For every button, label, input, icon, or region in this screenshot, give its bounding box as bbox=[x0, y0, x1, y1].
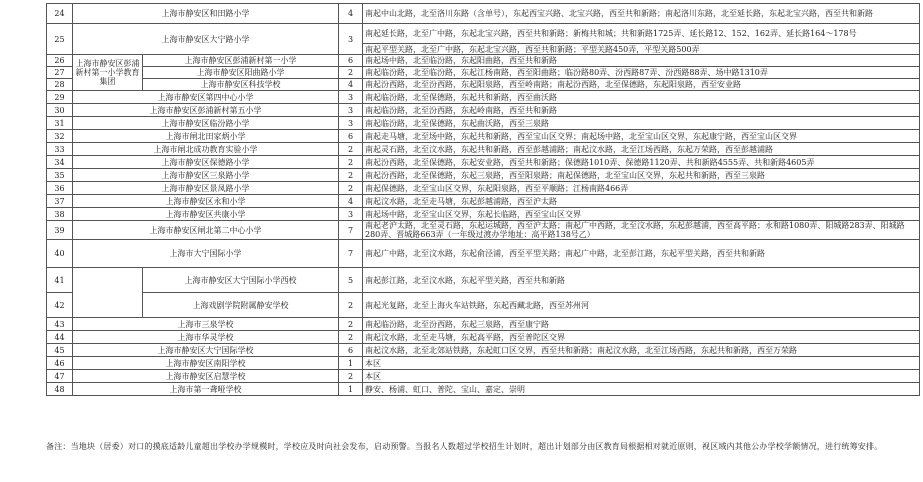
class-count: 2 bbox=[339, 169, 363, 182]
table-row bbox=[47, 130, 920, 143]
row-index: 27 bbox=[47, 67, 73, 79]
education-group-name: 上海市静安区彭浦新村第一小学教育集团 bbox=[73, 55, 143, 91]
table-row bbox=[47, 357, 920, 370]
table-row bbox=[47, 293, 920, 318]
row-index: 47 bbox=[47, 370, 73, 383]
table-row bbox=[47, 383, 920, 396]
school-name: 上海市静安区共康小学 bbox=[73, 208, 339, 221]
zone-description: 南起汾西路，北至保德路，东起安业路，西至共和新路；保德路1010弄、保德路1120弄、共和新路4555弄、共和新路4605弄 bbox=[363, 156, 920, 169]
table-row bbox=[47, 169, 920, 182]
row-index: 26 bbox=[47, 55, 73, 67]
table-row bbox=[47, 67, 920, 79]
class-count: 4 bbox=[339, 195, 363, 208]
class-count: 2 bbox=[339, 67, 363, 79]
class-count: 7 bbox=[339, 221, 363, 240]
school-name: 上海市静安区临汾路小学 bbox=[73, 117, 339, 130]
zone-description: 静安、杨浦、虹口、普陀、宝山、嘉定、崇明 bbox=[363, 383, 920, 396]
class-count: 2 bbox=[339, 156, 363, 169]
row-index: 44 bbox=[47, 331, 73, 344]
zone-description: 南起广中路，北至汶水路，东起俞泾浦，西至平型关路；南起广中路，北至彭江路，东起平型关路，西至共和新路 bbox=[363, 240, 920, 268]
table-row bbox=[47, 195, 920, 208]
school-name: 上海市静安区南阳学校 bbox=[73, 357, 339, 370]
school-name: 上海市华灵学校 bbox=[73, 331, 339, 344]
zone-description: 南起老沪太路，北至灵石路，东起运城路，西至沪太路；南起广中西路，北至汶水路，东起彭越浦，西至高平路；永和路1080弄、阳城路283弄、阳城路280弄、晋城路663弄（一年级过渡办学地址：高平路138号乙） bbox=[363, 221, 920, 240]
zone-description: 南起汶水路，北至走马塘，东起高平路，西至普陀区交界 bbox=[363, 331, 920, 344]
school-name: 上海市闸北成功教育实验小学 bbox=[73, 143, 339, 156]
zone-description: 南起临汾路，北至临汾路，东起江杨南路，西至阳曲路；临汾路80弄、汾西路87弄、汾西路88弄、场中路1310弄 bbox=[363, 67, 920, 79]
row-index: 35 bbox=[47, 169, 73, 182]
school-name: 上海市大宁国际小学 bbox=[73, 240, 339, 268]
class-count: 3 bbox=[339, 104, 363, 117]
zone-description: 本区 bbox=[363, 370, 920, 383]
school-name: 上海市静安区永和小学 bbox=[73, 195, 339, 208]
table-row bbox=[47, 156, 920, 169]
table-row bbox=[47, 268, 920, 293]
table-row bbox=[47, 331, 920, 344]
school-name: 上海市静安区大宁国际学校 bbox=[73, 344, 339, 357]
row-index: 36 bbox=[47, 182, 73, 195]
table-row bbox=[47, 91, 920, 104]
zone-description: 南起临汾路，北至汾西路，东起岭南路，西至共和新路 bbox=[363, 104, 920, 117]
table-row bbox=[47, 182, 920, 195]
table-row bbox=[47, 24, 920, 44]
enrollment-table-sheet bbox=[46, 3, 919, 396]
table-row bbox=[47, 221, 920, 240]
class-count: 6 bbox=[339, 130, 363, 143]
row-index: 41 bbox=[47, 268, 73, 293]
table-row bbox=[47, 55, 920, 67]
class-count: 2 bbox=[339, 143, 363, 156]
class-count: 6 bbox=[339, 344, 363, 357]
zone-description: 南起汾西路，北至保德路，东起三泉路，西至阳泉路；南起保德路，北至宝山区交界，东起共和新路，西至三泉路 bbox=[363, 169, 920, 182]
class-count: 5 bbox=[339, 268, 363, 293]
row-index: 30 bbox=[47, 104, 73, 117]
table-row bbox=[47, 4, 920, 24]
class-count: 4 bbox=[339, 79, 363, 91]
row-index: 34 bbox=[47, 156, 73, 169]
table-row bbox=[47, 117, 920, 130]
class-count: 3 bbox=[339, 24, 363, 55]
zone-description: 南起保德路，北至宝山区交界，东起阳泉路，西至平顺路；江杨南路466弄 bbox=[363, 182, 920, 195]
row-index: 24 bbox=[47, 4, 73, 24]
zone-description: 南起平型关路，北至广中路，东起北宝兴路，西至共和新路；平型关路450弄，平型关路500弄 bbox=[363, 44, 920, 55]
row-index: 29 bbox=[47, 91, 73, 104]
class-count: 6 bbox=[339, 55, 363, 67]
row-index: 42 bbox=[47, 293, 73, 318]
table-row bbox=[47, 208, 920, 221]
row-index: 45 bbox=[47, 344, 73, 357]
school-name: 上海市静安区保德路小学 bbox=[73, 156, 339, 169]
school-name: 上海市静安区和田路小学 bbox=[73, 4, 339, 24]
class-count: 7 bbox=[339, 240, 363, 268]
education-group-name bbox=[73, 268, 143, 318]
class-count: 3 bbox=[339, 117, 363, 130]
class-count: 2 bbox=[339, 318, 363, 331]
school-name: 上海市静安区彭浦新村第五小学 bbox=[73, 104, 339, 117]
table-row bbox=[47, 370, 920, 383]
school-name: 上海市静安区彭浦新村第一小学 bbox=[143, 55, 339, 67]
school-name: 上海市静安区科技学校 bbox=[143, 79, 339, 91]
row-index: 33 bbox=[47, 143, 73, 156]
class-count: 1 bbox=[339, 357, 363, 370]
zone-description: 南起灵石路，北至汶水路，东起共和新路，西至彭越浦路；南起汶水路，北至江场西路，东起万荣路，西至彭越浦路 bbox=[363, 143, 920, 156]
row-index: 38 bbox=[47, 208, 73, 221]
row-index: 37 bbox=[47, 195, 73, 208]
school-name: 上海市静安区大宁国际小学西校 bbox=[143, 268, 339, 293]
table-row bbox=[47, 240, 920, 268]
table-row bbox=[47, 79, 920, 91]
school-name: 上海市静安区景凤路小学 bbox=[73, 182, 339, 195]
school-name: 上海市静安区闸北第二中心小学 bbox=[73, 221, 339, 240]
zone-description: 南起彭江路，北至汶水路，东起平型关路，西至共和新路 bbox=[363, 268, 920, 293]
school-name: 上海市静安区三泉路小学 bbox=[73, 169, 339, 182]
zone-description: 本区 bbox=[363, 357, 920, 370]
school-name: 上海市静安区大宁路小学 bbox=[73, 24, 339, 55]
class-count: 2 bbox=[339, 331, 363, 344]
class-count: 4 bbox=[339, 4, 363, 24]
class-count: 3 bbox=[339, 91, 363, 104]
school-name: 上海市三泉学校 bbox=[73, 318, 339, 331]
school-name: 上海市静安区阳曲路小学 bbox=[143, 67, 339, 79]
zone-description: 南起场中路，北至宝山区交界，东起长临路，西至宝山区交界 bbox=[363, 208, 920, 221]
row-index: 39 bbox=[47, 221, 73, 240]
table-row bbox=[47, 318, 920, 331]
school-name: 上海市第一聋哑学校 bbox=[73, 383, 339, 396]
row-index: 43 bbox=[47, 318, 73, 331]
zone-description: 南起临汾路，北至保德路，东起共和新路，西至曲沃路 bbox=[363, 91, 920, 104]
row-index: 46 bbox=[47, 357, 73, 370]
class-count: 2 bbox=[339, 370, 363, 383]
class-count: 2 bbox=[339, 182, 363, 195]
class-count: 3 bbox=[339, 208, 363, 221]
school-name: 上海市静安区第四中心小学 bbox=[73, 91, 339, 104]
zone-description: 南起临汾路，北至保德路，东起曲沃路，西至三泉路 bbox=[363, 117, 920, 130]
school-name: 上海市静安区启慧学校 bbox=[73, 370, 339, 383]
row-index: 25 bbox=[47, 24, 73, 55]
table-row bbox=[47, 143, 920, 156]
zone-description: 南起光复路，北至上海火车站铁路，东起西藏北路，西至苏州河 bbox=[363, 293, 920, 318]
school-name: 上海市闸北田家炳小学 bbox=[73, 130, 339, 143]
zone-description: 南起走马塘，北至场中路，东起共和新路，西至宝山区交界；南起场中路，北至宝山区交界，东起康宁路，西至宝山区交界 bbox=[363, 130, 920, 143]
zone-description: 南起汾西路，北至汾西路，东起阳泉路，西至岭南路；南起汾西路，北至保德路，东起阳泉路，西至安业路 bbox=[363, 79, 920, 91]
zone-description: 南起场中路，北至临汾路，东起阳曲路，西至共和新路 bbox=[363, 55, 920, 67]
row-index: 28 bbox=[47, 79, 73, 91]
row-index: 48 bbox=[47, 383, 73, 396]
class-count: 1 bbox=[339, 383, 363, 396]
table-row bbox=[47, 104, 920, 117]
zone-description: 南起延长路，北至广中路，东起北宝兴路，西至共和新路；新梅共和城；共和新路1725弄、延长路12、152、162弄、延长路164～178号 bbox=[363, 24, 920, 44]
row-index: 32 bbox=[47, 130, 73, 143]
class-count: 2 bbox=[339, 293, 363, 318]
school-name: 上海戏剧学院附属静安学校 bbox=[143, 293, 339, 318]
table-row bbox=[47, 344, 920, 357]
zone-description: 南起中山北路，北至洛川东路（含单号），东起西宝兴路、北宝兴路，西至共和新路；南起洛川东路，北至延长路，东起北宝兴路，西至共和新路 bbox=[363, 4, 920, 24]
zone-description: 南起汶水路，北至北郊站铁路，东起虹口区交界，西至共和新路；南起汶水路，北至江场西路，东起共和新路，西至万荣路 bbox=[363, 344, 920, 357]
zone-description: 南起汶水路，北至走马塘，东起彭越浦路，西至沪太路 bbox=[363, 195, 920, 208]
zone-description: 南起临汾路，北至汾西路，东起三泉路，西至康宁路 bbox=[363, 318, 920, 331]
row-index: 31 bbox=[47, 117, 73, 130]
footnote-remark: 备注：当地块（居委）对口的摸底适龄儿童超出学校办学规模时，学校应及时向社会发布，启动预警。当报名人数超过学校招生计划时，超出计划部分由区教育局根据相对就近原则，视区域内其他公办学校学额情况，进行统筹安排。 bbox=[46, 442, 883, 451]
school-zone-table bbox=[46, 3, 920, 396]
row-index: 40 bbox=[47, 240, 73, 268]
